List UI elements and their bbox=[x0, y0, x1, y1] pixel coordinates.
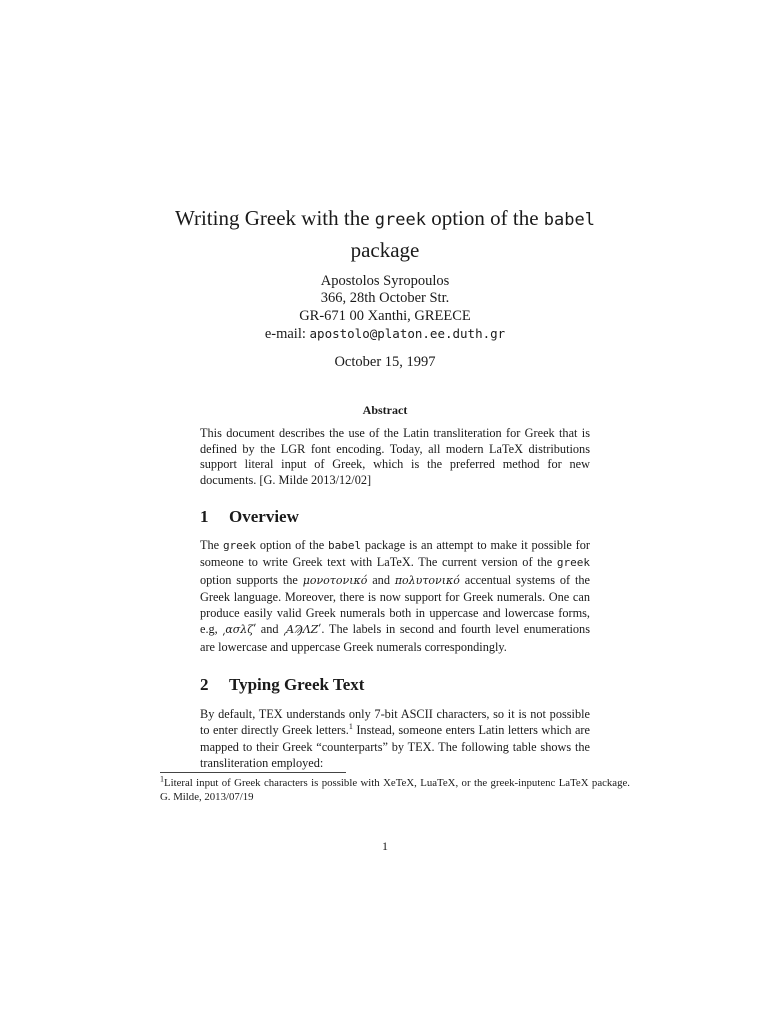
s1-text: and bbox=[367, 572, 395, 587]
s1-code: greek bbox=[556, 556, 590, 570]
document-date: October 15, 1997 bbox=[334, 354, 436, 370]
s1-text: package is an attempt to make it possible for someone to write Greek text with LaTeX. The current version of the bbox=[200, 538, 590, 570]
s2-text: By default, TEX understands only 7-bit ASCII characters, so it is not possible to enter directly Greek letters. bbox=[200, 707, 590, 738]
title-code-greek: greek bbox=[374, 210, 426, 230]
abstract-body: This document describes the use of the Latin transliteration for Greek that is defined by the LGR font encoding. Today, all modern LaTeX distributions support literal input of Greek, which is the preferred method for new documents. [G. Milde 2013/12/02] bbox=[200, 426, 590, 487]
footnote-text: Literal input of Greek characters is possible with XeTeX, LuaTeX, or the greek-inputenc LaTeX package. G. Milde, 2013/07/19 bbox=[160, 777, 630, 803]
s1-text: option of the bbox=[256, 538, 328, 552]
title-text-3: package bbox=[350, 238, 420, 262]
section-2-number: 2 bbox=[200, 675, 209, 694]
author-name: Apostolos Syropoulos bbox=[320, 273, 450, 289]
s1-greek-numeral: ͵ΑϠΛΖʹ bbox=[283, 623, 322, 637]
title-code-babel: babel bbox=[543, 210, 595, 230]
section-2-title: Typing Greek Text bbox=[229, 675, 365, 694]
s1-greek: πολυτονικό bbox=[394, 573, 460, 587]
section-1-number: 1 bbox=[200, 507, 209, 526]
s1-code: greek bbox=[222, 539, 257, 552]
section-2-heading bbox=[200, 675, 364, 695]
s1-text: accentual systems of the Greek language. Moreover, there is now support for Greek numerals. One can produce easily valid Greek numerals both in uppercase and lowercase forms, e.g, bbox=[200, 572, 590, 637]
author-block bbox=[180, 273, 590, 344]
footnote-rule bbox=[160, 772, 346, 773]
s2-text: Instead, someone enters Latin letters which are mapped to their Greek “counterparts” by TEX. The following table shows the transliteration employed: bbox=[200, 723, 590, 770]
section-1-paragraph bbox=[200, 537, 590, 655]
document-title bbox=[150, 203, 620, 265]
title-text-2: option of the bbox=[425, 206, 544, 230]
s1-text: option supports the bbox=[200, 572, 303, 587]
author-street: 366, 28th October Str. bbox=[320, 290, 450, 307]
author-city: GR-671 00 Xanthi, GREECE bbox=[299, 307, 471, 324]
footnote-mark: 1 bbox=[160, 774, 164, 784]
footnote-marker: 1 bbox=[348, 722, 353, 732]
s1-text: and bbox=[256, 622, 284, 637]
abstract-heading: Abstract bbox=[362, 403, 408, 417]
section-1-title: Overview bbox=[229, 507, 299, 526]
s1-text: The bbox=[200, 538, 223, 552]
section-2-paragraph bbox=[200, 706, 590, 771]
title-text-1: Writing Greek with the bbox=[175, 206, 375, 230]
s1-text: . The labels in second and fourth level enumerations are lowercase and uppercase Greek numerals correspondingly. bbox=[200, 622, 590, 654]
email-address: apostolo@platon.ee.duth.gr bbox=[309, 326, 506, 342]
footnote bbox=[160, 776, 630, 804]
page-number: 1 bbox=[382, 839, 388, 853]
email-label: e-mail: bbox=[264, 326, 310, 343]
s1-code: babel bbox=[327, 539, 362, 552]
s1-greek: μονοτονικό bbox=[302, 573, 368, 587]
author-email-line bbox=[180, 325, 590, 343]
s1-greek-numeral: ͵ασλζʹ bbox=[222, 623, 257, 637]
section-1-heading bbox=[200, 507, 299, 527]
